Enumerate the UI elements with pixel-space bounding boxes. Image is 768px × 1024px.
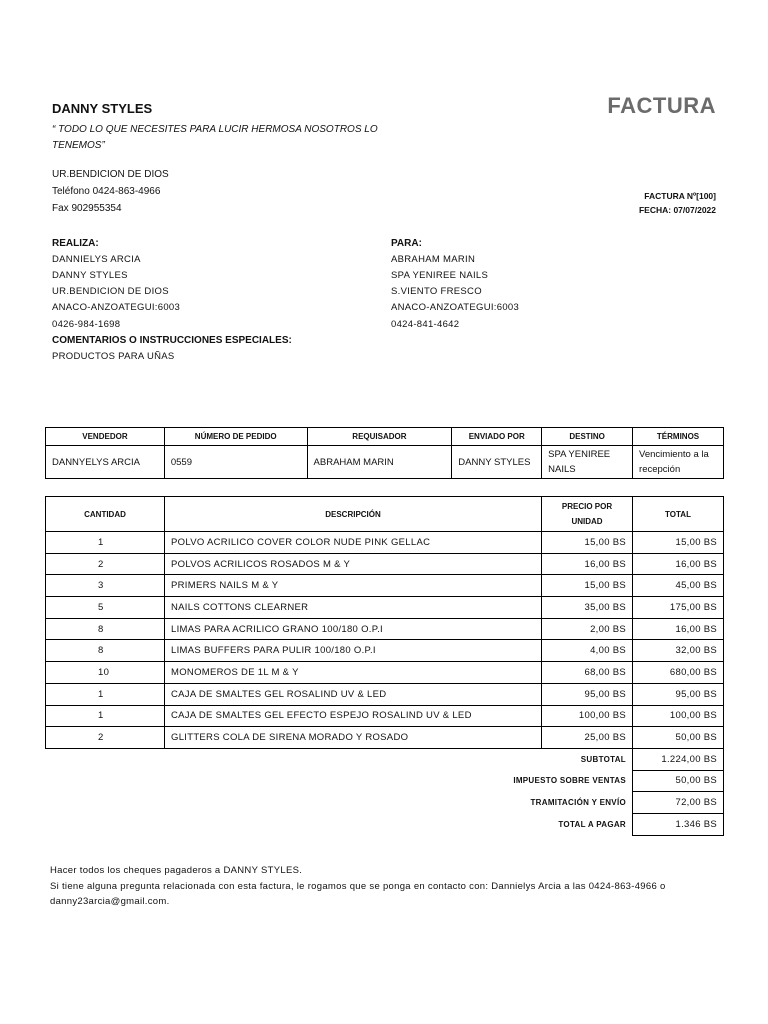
para-line: SPA YENIREE NAILS bbox=[391, 270, 489, 281]
grand-total-value: 1.346 BS bbox=[633, 813, 724, 835]
qty-cell: 1 bbox=[46, 705, 165, 727]
table-row bbox=[46, 705, 724, 727]
desc-cell: GLITTERS COLA DE SIRENA MORADO Y ROSADO bbox=[165, 727, 542, 749]
col-header-total: TOTAL bbox=[633, 497, 724, 532]
footer-contact: Si tiene alguna pregunta relacionada con esta factura, le rogamos que se ponga en contacto con: Dannielys Arcia a las 0424-863-4966 o bbox=[50, 881, 666, 892]
para-line: 0424-841-4642 bbox=[391, 319, 460, 330]
items-table bbox=[45, 496, 724, 836]
shipping-cost-label: TRAMITACIÓN Y ENVÍO bbox=[530, 798, 626, 808]
desc-cell: PRIMERS NAILS M & Y bbox=[165, 575, 542, 597]
requisador-cell: ABRAHAM MARIN bbox=[307, 446, 452, 479]
price-cell: 100,00 BS bbox=[542, 705, 633, 727]
total-cell: 95,00 BS bbox=[633, 683, 724, 705]
realiza-line: DANNIELYS ARCIA bbox=[52, 254, 141, 265]
table-row bbox=[46, 597, 724, 619]
total-cell: 16,00 BS bbox=[633, 553, 724, 575]
terminos-cell: Vencimiento a la recepción bbox=[633, 446, 724, 479]
tax-row bbox=[46, 770, 724, 792]
total-cell: 15,00 BS bbox=[633, 532, 724, 554]
shipping-cost-value: 72,00 BS bbox=[633, 792, 724, 814]
col-header-precio: PRECIO POR UNIDAD bbox=[542, 497, 633, 532]
qty-cell: 1 bbox=[46, 683, 165, 705]
price-cell: 35,00 BS bbox=[542, 597, 633, 619]
qty-cell: 1 bbox=[46, 532, 165, 554]
price-cell: 15,00 BS bbox=[542, 575, 633, 597]
shipping-row bbox=[46, 446, 724, 479]
col-header-descripcion: DESCRIPCIÓN bbox=[165, 497, 542, 532]
realiza-line: 0426-984-1698 bbox=[52, 319, 121, 330]
footer-email: danny23arcia@gmail.com. bbox=[50, 896, 170, 907]
price-cell: 25,00 BS bbox=[542, 727, 633, 749]
price-cell: 16,00 BS bbox=[542, 553, 633, 575]
price-cell: 4,00 BS bbox=[542, 640, 633, 662]
realiza-line: ANACO-ANZOATEGUI:6003 bbox=[52, 302, 181, 313]
qty-cell: 2 bbox=[46, 553, 165, 575]
table-row bbox=[46, 683, 724, 705]
invoice-title: FACTURA bbox=[607, 93, 716, 118]
qty-cell: 8 bbox=[46, 618, 165, 640]
para-label: PARA: bbox=[391, 238, 422, 249]
desc-cell: LIMAS BUFFERS PARA PULIR 100/180 O.P.I bbox=[165, 640, 542, 662]
price-cell: 2,00 BS bbox=[542, 618, 633, 640]
total-cell: 32,00 BS bbox=[633, 640, 724, 662]
col-header-pedido: NÚMERO DE PEDIDO bbox=[164, 428, 307, 446]
total-cell: 175,00 BS bbox=[633, 597, 724, 619]
tax-value: 50,00 BS bbox=[633, 770, 724, 792]
table-row bbox=[46, 727, 724, 749]
col-header-enviado: ENVIADO POR bbox=[452, 428, 542, 446]
grand-total-row bbox=[46, 813, 724, 835]
subtotal-value: 1.224,00 BS bbox=[633, 748, 724, 770]
desc-cell: POLVOS ACRILICOS ROSADOS M & Y bbox=[165, 553, 542, 575]
destino-cell: SPA YENIREE NAILS bbox=[542, 446, 633, 479]
table-row bbox=[46, 640, 724, 662]
shipping-cost-row bbox=[46, 792, 724, 814]
company-fax: Fax 902955354 bbox=[52, 203, 122, 214]
table-row bbox=[46, 532, 724, 554]
table-row bbox=[46, 575, 724, 597]
company-address: UR.BENDICION DE DIOS bbox=[52, 169, 169, 180]
para-line: ANACO-ANZOATEGUI:6003 bbox=[391, 302, 520, 313]
shipping-table bbox=[45, 427, 724, 479]
desc-cell: CAJA DE SMALTES GEL EFECTO ESPEJO ROSALIND UV & LED bbox=[165, 705, 542, 727]
qty-cell: 5 bbox=[46, 597, 165, 619]
desc-cell: POLVO ACRILICO COVER COLOR NUDE PINK GELLAC bbox=[165, 532, 542, 554]
qty-cell: 8 bbox=[46, 640, 165, 662]
col-header-destino: DESTINO bbox=[542, 428, 633, 446]
subtotal-row bbox=[46, 748, 724, 770]
desc-cell: MONOMEROS DE 1L M & Y bbox=[165, 662, 542, 684]
company-name: DANNY STYLES bbox=[52, 101, 153, 116]
invoice-date: FECHA: 07/07/2022 bbox=[638, 205, 716, 215]
qty-cell: 3 bbox=[46, 575, 165, 597]
realiza-line: UR.BENDICION DE DIOS bbox=[52, 286, 169, 297]
col-header-terminos: TÉRMINOS bbox=[633, 428, 724, 446]
tax-label: IMPUESTO SOBRE VENTAS bbox=[513, 776, 626, 786]
total-cell: 16,00 BS bbox=[633, 618, 724, 640]
comments-text: PRODUCTOS PARA UÑAS bbox=[52, 351, 175, 362]
items-header-row bbox=[46, 497, 724, 532]
table-row bbox=[46, 553, 724, 575]
desc-cell: NAILS COTTONS CLEARNER bbox=[165, 597, 542, 619]
company-slogan: “ TODO LO QUE NECESITES PARA LUCIR HERMOSA NOSOTROS LO TENEMOS” bbox=[52, 124, 378, 151]
subtotal-label: SUBTOTAL bbox=[580, 754, 626, 764]
table-row bbox=[46, 662, 724, 684]
col-header-requisador: REQUISADOR bbox=[307, 428, 452, 446]
pedido-cell: 0559 bbox=[164, 446, 307, 479]
realiza-label: REALIZA: bbox=[52, 238, 99, 249]
qty-cell: 2 bbox=[46, 727, 165, 749]
desc-cell: LIMAS PARA ACRILICO GRANO 100/180 O.P.I bbox=[165, 618, 542, 640]
total-cell: 100,00 BS bbox=[633, 705, 724, 727]
para-line: S.VIENTO FRESCO bbox=[391, 286, 482, 297]
realiza-line: DANNY STYLES bbox=[52, 270, 128, 281]
price-cell: 68,00 BS bbox=[542, 662, 633, 684]
qty-cell: 10 bbox=[46, 662, 165, 684]
shipping-header-row bbox=[46, 428, 724, 446]
vendedor-cell: DANNYELYS ARCIA bbox=[46, 446, 165, 479]
price-cell: 15,00 BS bbox=[542, 532, 633, 554]
col-header-vendedor: VENDEDOR bbox=[46, 428, 165, 446]
col-header-cantidad: CANTIDAD bbox=[46, 497, 165, 532]
footer-cheques: Hacer todos los cheques pagaderos a DANNY STYLES. bbox=[50, 865, 303, 876]
total-cell: 50,00 BS bbox=[633, 727, 724, 749]
comments-label: COMENTARIOS O INSTRUCCIONES ESPECIALES: bbox=[52, 335, 292, 346]
desc-cell: CAJA DE SMALTES GEL ROSALIND UV & LED bbox=[165, 683, 542, 705]
company-phone: Teléfono 0424-863-4966 bbox=[52, 186, 161, 197]
enviado-cell: DANNY STYLES bbox=[452, 446, 542, 479]
total-cell: 680,00 BS bbox=[633, 662, 724, 684]
para-line: ABRAHAM MARIN bbox=[391, 254, 476, 265]
table-row bbox=[46, 618, 724, 640]
price-cell: 95,00 BS bbox=[542, 683, 633, 705]
total-cell: 45,00 BS bbox=[633, 575, 724, 597]
invoice-number: FACTURA Nº[100] bbox=[644, 191, 716, 201]
grand-total-label: TOTAL A PAGAR bbox=[558, 819, 626, 829]
